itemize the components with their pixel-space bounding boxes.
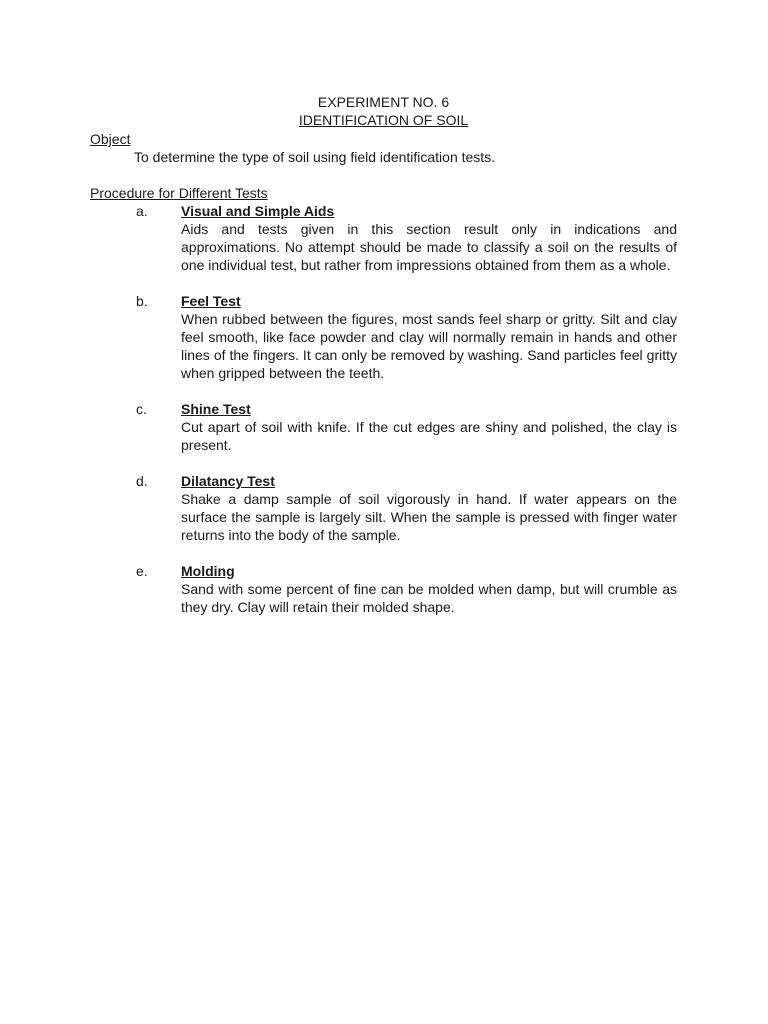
test-body: Sand with some percent of fine can be molded when damp, but will crumble as they dry. Clay will retain their molded shape. [181, 581, 677, 615]
test-item-feel [90, 292, 677, 382]
test-title: Feel Test [181, 293, 241, 309]
test-title: Visual and Simple Aids [181, 203, 335, 219]
test-letter: b. [136, 293, 148, 309]
test-title: Molding [181, 563, 235, 579]
object-heading: Object [90, 131, 131, 147]
experiment-number: EXPERIMENT NO. 6 [317, 94, 450, 110]
test-title: Dilatancy Test [181, 473, 275, 489]
document-title: IDENTIFICATION OF SOIL [298, 112, 469, 128]
object-text: To determine the type of soil using field identification tests. [134, 149, 496, 165]
document-page [90, 93, 677, 634]
test-body: When rubbed between the figures, most sands feel sharp or gritty. Silt and clay feel smooth, like face powder and clay will normally remain in hands and other lines of the fingers. It can only be removed by washing. Sand particles feel gritty when gripped between the teeth. [181, 311, 677, 381]
test-letter: d. [136, 473, 148, 489]
test-item-shine [90, 400, 677, 454]
test-letter: a. [136, 203, 148, 219]
test-letter: c. [136, 401, 147, 417]
test-body: Aids and tests given in this section result only in indications and approximations. No attempt should be made to classify a soil on the results of one individual test, but rather from impressions obtained from them as a whole. [181, 221, 677, 273]
test-item-visual [90, 202, 677, 274]
test-item-dilatancy [90, 472, 677, 544]
title-block [90, 93, 677, 129]
procedure-heading: Procedure for Different Tests [90, 185, 268, 201]
test-body: Cut apart of soil with knife. If the cut edges are shiny and polished, the clay is present. [181, 419, 677, 453]
test-item-molding [90, 562, 677, 616]
test-title: Shine Test [181, 401, 251, 417]
test-body: Shake a damp sample of soil vigorously in hand. If water appears on the surface the sample is largely silt. When the sample is pressed with finger water returns into the body of the sample. [181, 491, 677, 543]
test-list [90, 202, 677, 616]
test-letter: e. [136, 563, 148, 579]
